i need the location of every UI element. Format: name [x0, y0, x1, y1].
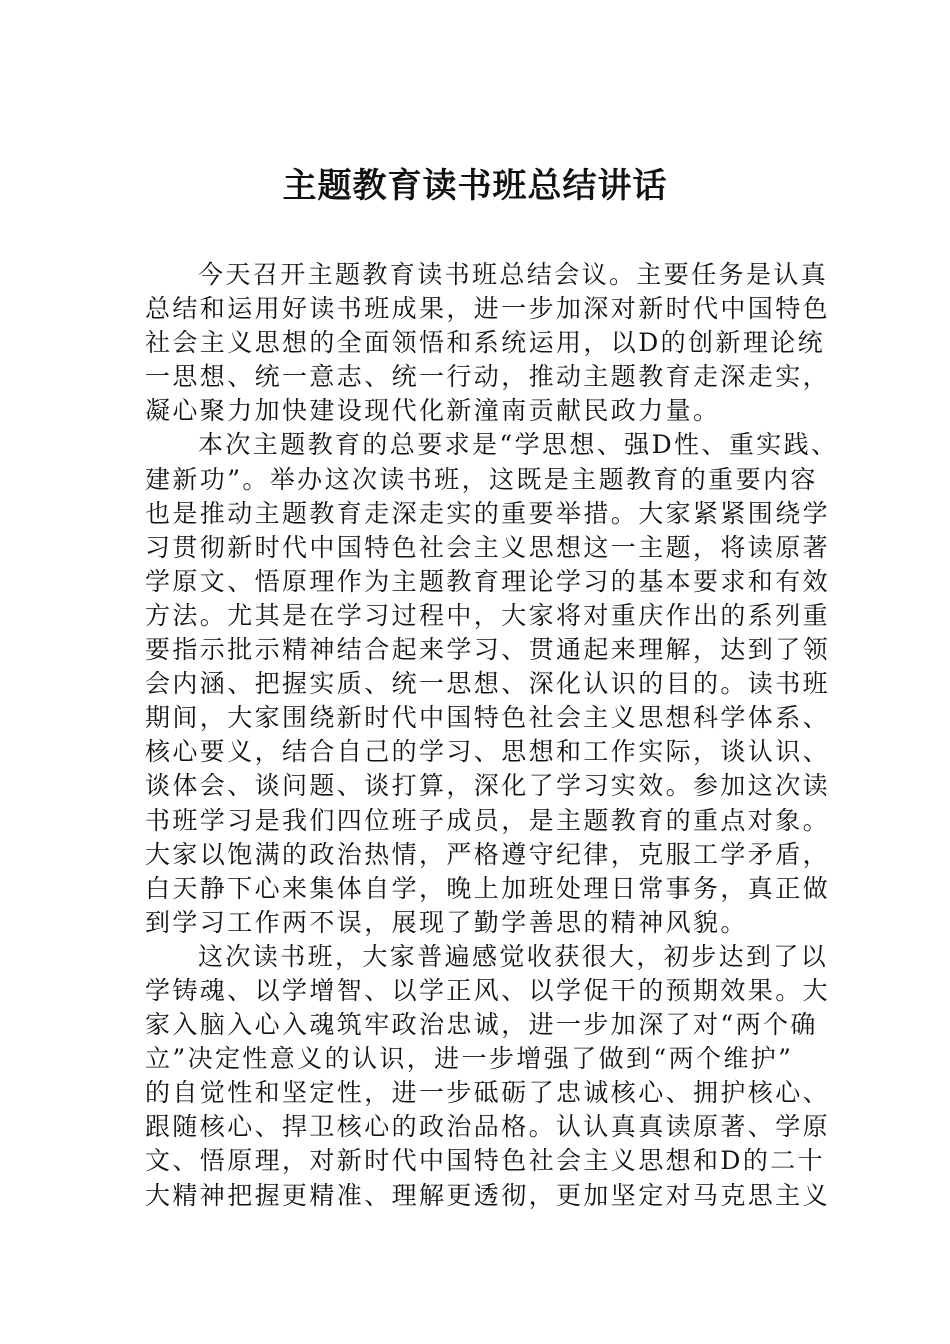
document-body	[145, 258, 839, 1213]
text-line: 家入脑入心入魂筑牢政治忠诚，进一步加深了对“两个确	[145, 1010, 818, 1040]
text-line: 谈体会、谈问题、谈打算，深化了学习实效。参加这次读	[145, 771, 831, 801]
text-line: 的自觉性和坚定性，进一步砥砺了忠诚核心、拥护核心、	[145, 1078, 831, 1108]
text-line: 一思想、统一意志、统一行动，推动主题教育走深走实，	[145, 362, 831, 392]
text-line: 社会主义思想的全面领悟和系统运用，以D的创新理论统	[145, 328, 826, 358]
paragraph-1	[145, 258, 831, 428]
text-line: 到学习工作两不误，展现了勤学善思的精神风貌。	[145, 907, 748, 937]
text-line: 文、悟原理，对新时代中国特色社会主义思想和D的二十	[145, 1146, 826, 1176]
text-line: 要指示批示精神结合起来学习、贯通起来理解，达到了领	[145, 635, 831, 665]
text-line: 核心要义，结合自己的学习、思想和工作实际，谈认识、	[145, 737, 831, 767]
text-line: 本次主题教育的总要求是“学思想、强D性、重实践、	[198, 430, 839, 460]
text-line: 这次读书班，大家普遍感觉收获很大，初步达到了以	[198, 941, 829, 971]
paragraph-3	[145, 940, 831, 1213]
text-line: 建新功”。举办这次读书班，这既是主题教育的重要内容	[145, 464, 818, 494]
text-line: 跟随核心、捍卫核心的政治品格。认认真真读原著、学原	[145, 1112, 831, 1142]
text-line: 大家以饱满的政治热情，严格遵守纪律，克服工学矛盾，	[145, 839, 831, 869]
text-line: 立”决定性意义的认识，进一步增强了做到“两个维护”	[145, 1044, 794, 1074]
text-line: 学原文、悟原理作为主题教育理论学习的基本要求和有效	[145, 566, 831, 596]
text-line: 大精神把握更精准、理解更透彻，更加坚定对马克思主义	[145, 1180, 831, 1210]
text-line: 白天静下心来集体自学，晚上加班处理日常事务，真正做	[145, 873, 831, 903]
text-line: 书班学习是我们四位班子成员，是主题教育的重点对象。	[145, 805, 831, 835]
text-line: 也是推动主题教育走深走实的重要举措。大家紧紧围绕学	[145, 498, 831, 528]
text-line: 总结和运用好读书班成果，进一步加深对新时代中国特色	[145, 294, 831, 324]
text-line: 今天召开主题教育读书班总结会议。主要任务是认真	[198, 260, 829, 289]
text-line: 期间，大家围绕新时代中国特色社会主义思想科学体系、	[145, 703, 831, 733]
document-title: 主题教育读书班总结讲话	[282, 166, 668, 206]
text-line: 习贯彻新时代中国特色社会主义思想这一主题，将读原著	[145, 532, 831, 562]
text-line: 会内涵、把握实质、统一思想、深化认识的目的。读书班	[145, 669, 831, 699]
text-line: 凝心聚力加快建设现代化新潼南贡献民政力量。	[145, 396, 721, 426]
paragraph-2	[145, 428, 839, 939]
text-line: 学铸魂、以学增智、以学正风、以学促干的预期效果。大	[145, 975, 831, 1005]
text-line: 方法。尤其是在学习过程中，大家将对重庆作出的系列重	[145, 600, 831, 630]
